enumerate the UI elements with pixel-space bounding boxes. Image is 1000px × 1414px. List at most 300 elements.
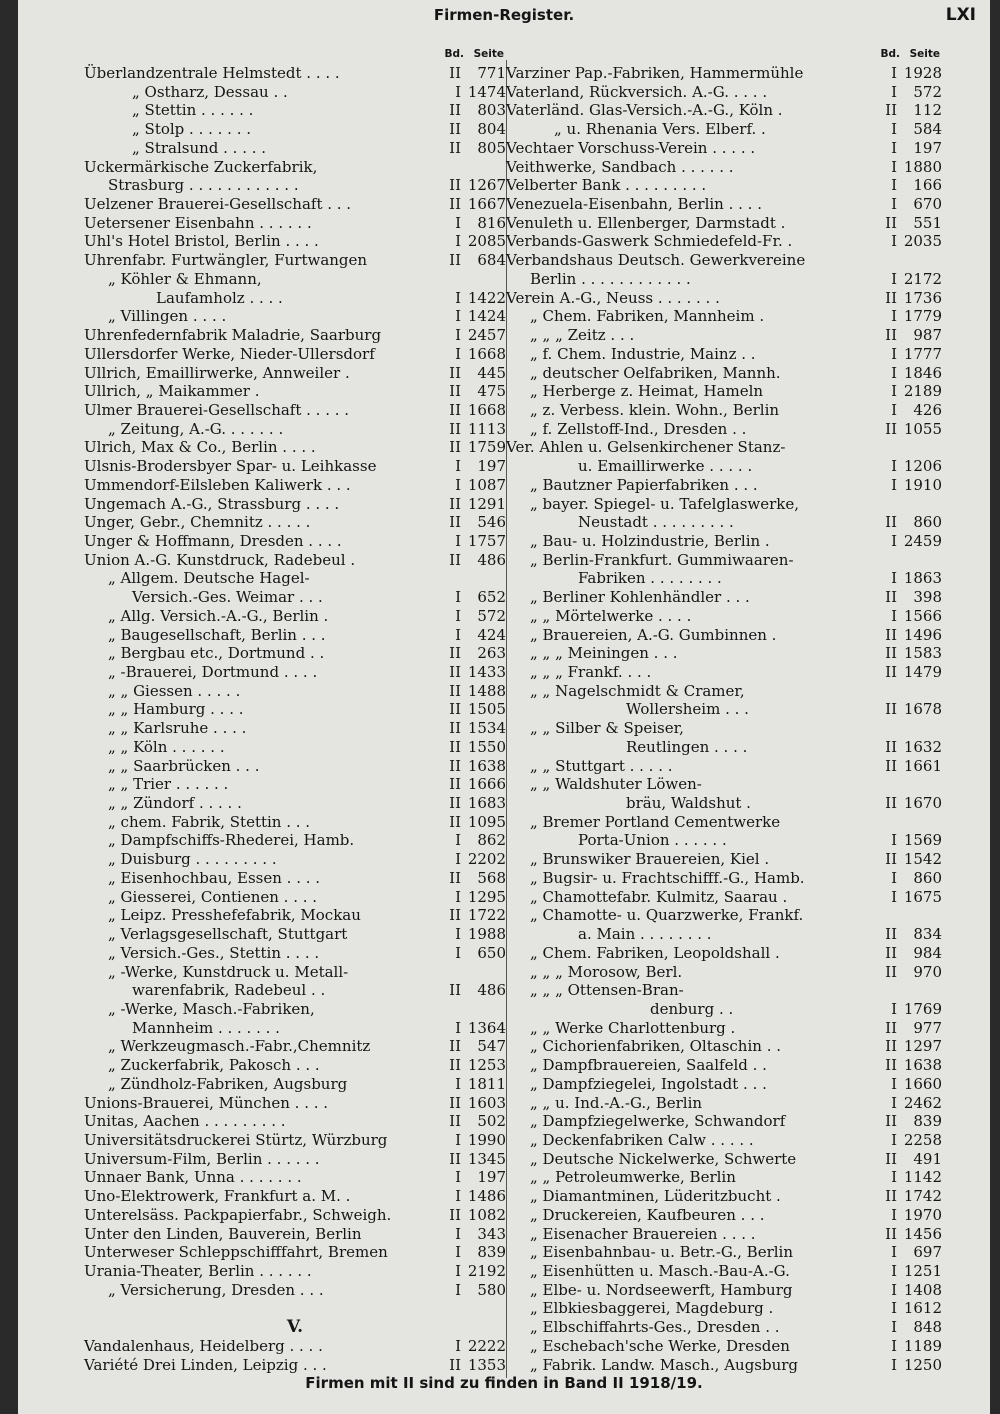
- company-name: Vaterland, Rückversich. A.-G. . . . .: [506, 82, 768, 101]
- company-name: „ Eisenacher Brauereien . . . .: [530, 1224, 756, 1243]
- register-entry: [506, 101, 942, 120]
- company-name: „ „ Waldshuter Löwen-: [530, 775, 702, 794]
- register-entry: [84, 682, 506, 701]
- volume-number: II: [885, 737, 897, 756]
- page-reference: 572: [913, 82, 942, 101]
- page-reference: 860: [913, 868, 942, 887]
- page-reference: 1779: [903, 307, 942, 326]
- company-name: Verein A.-G., Neuss . . . . . . .: [506, 288, 720, 307]
- volume-number: I: [891, 400, 897, 419]
- company-name: Unterelsäss. Packpapierfabr., Schweigh.: [84, 1205, 392, 1224]
- register-entry: [506, 1318, 942, 1337]
- company-name: „ Brauereien, A.-G. Gumbinnen .: [530, 625, 777, 644]
- page-reference: 1675: [903, 887, 942, 906]
- company-name: „ Eschebach'sche Werke, Dresden: [530, 1336, 790, 1355]
- company-name: „ Stralsund . . . . .: [132, 138, 267, 157]
- page-reference: 1569: [903, 831, 942, 850]
- volume-number: I: [455, 82, 461, 101]
- page-reference: 2459: [903, 531, 942, 550]
- volume-number: II: [449, 906, 461, 925]
- volume-number: II: [885, 625, 897, 644]
- company-name: Variété Drei Linden, Leipzig . . .: [84, 1355, 327, 1374]
- company-name: „ Werkzeugmasch.-Fabr.,Chemnitz: [108, 1037, 371, 1056]
- company-name: Ulmer Brauerei-Gesellschaft . . . . .: [84, 400, 350, 419]
- register-entry: [506, 1356, 942, 1375]
- company-name: „ Eisenhütten u. Masch.-Bau-A.-G.: [530, 1262, 790, 1280]
- register-entry: [84, 1225, 506, 1244]
- register-entry: [506, 1000, 942, 1019]
- volume-number: I: [891, 868, 897, 887]
- page-reference: 1082: [467, 1205, 506, 1224]
- company-name: „ Brunswiker Brauereien, Kiel .: [530, 850, 770, 869]
- company-name: „ Ostharz, Dessau . .: [132, 82, 288, 101]
- volume-number: I: [891, 1243, 897, 1262]
- volume-number: I: [455, 850, 461, 869]
- volume-number: II: [885, 1112, 897, 1131]
- page-reference: 1612: [903, 1299, 942, 1318]
- register-entry: [506, 476, 942, 495]
- volume-number: II: [449, 663, 461, 681]
- company-name: „ Chamotte- u. Quarzwerke, Frankf.: [530, 906, 804, 925]
- register-entry: [84, 1056, 506, 1075]
- register-page: [18, 0, 990, 1414]
- volume-number: I: [455, 1336, 461, 1355]
- page-reference: 1433: [467, 663, 506, 681]
- volume-number: I: [891, 363, 897, 382]
- volume-number: I: [455, 457, 461, 476]
- register-entry: [506, 513, 942, 532]
- register-entry: [506, 1187, 942, 1206]
- company-name: „ u. Rhenania Vers. Elberf. .: [554, 120, 766, 139]
- page-reference: 697: [913, 1243, 942, 1262]
- company-name: „ Eisenhochbau, Essen . . . .: [108, 868, 321, 887]
- company-name: „ Dampfziegelei, Ingolstadt . . .: [530, 1074, 767, 1093]
- company-name: Uhrenfabr. Furtwängler, Furtwangen: [84, 251, 368, 270]
- company-name: Vandalenhaus, Heidelberg . . . .: [84, 1336, 323, 1355]
- page-reference: 1638: [903, 1056, 942, 1075]
- volume-number: II: [885, 925, 897, 944]
- page-reference: 1667: [467, 195, 506, 214]
- page-reference: 1683: [467, 794, 506, 813]
- register-entry: [506, 1337, 942, 1356]
- page-reference: 1583: [903, 644, 942, 663]
- page-reference: 568: [477, 868, 506, 887]
- page-reference: 771: [477, 64, 506, 82]
- page-reference: 486: [477, 550, 506, 569]
- register-entry: [84, 270, 506, 289]
- page-reference: 1550: [467, 737, 506, 756]
- company-name: „ Bau- u. Holzindustrie, Berlin .: [530, 531, 770, 550]
- volume-number: II: [449, 251, 461, 270]
- page-reference: 1479: [903, 663, 942, 681]
- company-name: „ Berlin-Frankfurt. Gummiwaaren-: [530, 550, 794, 569]
- company-name: Ullrich, „ Maikammer .: [84, 382, 260, 401]
- register-entry: [506, 401, 942, 420]
- register-entry: [84, 719, 506, 738]
- page-reference: 398: [913, 588, 942, 607]
- register-entry: [84, 1168, 506, 1187]
- volume-number: II: [885, 1018, 897, 1037]
- volume-number: I: [891, 1205, 897, 1224]
- page-reference: 2172: [903, 269, 942, 288]
- register-entry: [506, 420, 942, 439]
- page-reference: 1486: [467, 1187, 506, 1206]
- volume-number: II: [449, 138, 461, 157]
- register-entry: [506, 1094, 942, 1113]
- company-name: „ „ Giessen . . . . .: [108, 681, 241, 700]
- right-column: [506, 46, 942, 1374]
- volume-number: II: [885, 326, 897, 345]
- register-entry: [506, 532, 942, 551]
- register-entry: [84, 738, 506, 757]
- register-entry: [506, 270, 942, 289]
- company-name: „ bayer. Spiegel- u. Tafelglaswerke,: [530, 494, 800, 513]
- company-name: „ deutscher Oelfabriken, Mannh.: [530, 363, 781, 382]
- register-entry: [506, 850, 942, 869]
- company-name: „ „ Saarbrücken . . .: [108, 756, 260, 775]
- page-reference: 475: [477, 382, 506, 401]
- page-reference: 1087: [467, 475, 506, 494]
- register-entry: [506, 251, 942, 270]
- volume-number: II: [885, 213, 897, 232]
- page-reference: 502: [477, 1112, 506, 1131]
- volume-number: II: [449, 1112, 461, 1131]
- register-entry: [506, 1299, 942, 1318]
- volume-number: I: [455, 307, 461, 326]
- page-reference: 1505: [467, 700, 506, 719]
- volume-number: II: [449, 737, 461, 756]
- page-reference: 2258: [903, 1130, 942, 1149]
- volume-number: I: [455, 1187, 461, 1206]
- register-entry: [84, 214, 506, 233]
- volume-number: II: [885, 101, 897, 120]
- company-name: „ Druckereien, Kaufbeuren . . .: [530, 1205, 765, 1224]
- register-entry: [84, 195, 506, 214]
- volume-number: II: [449, 120, 461, 139]
- volume-number: II: [885, 700, 897, 719]
- volume-number: I: [455, 606, 461, 625]
- page-reference: 1660: [903, 1074, 942, 1093]
- register-entry: [84, 532, 506, 551]
- page-reference: 1424: [467, 307, 506, 326]
- volume-number: I: [891, 1130, 897, 1149]
- company-name: „ „ Nagelschmidt & Cramer,: [530, 681, 745, 700]
- volume-number: II: [449, 550, 461, 569]
- company-name: bräu, Waldshut .: [626, 794, 751, 813]
- company-name: „ „ „ Ottensen-Bran-: [530, 981, 684, 1000]
- company-name: Uetersener Eisenbahn . . . . . .: [84, 213, 312, 232]
- page-reference: 1880: [903, 157, 942, 176]
- company-name: „ Dampfziegelwerke, Schwandorf: [530, 1112, 786, 1131]
- register-entry: [84, 831, 506, 850]
- register-entry: [506, 588, 942, 607]
- company-name: Versich.-Ges. Weimar . . .: [132, 588, 323, 607]
- volume-number: II: [449, 981, 461, 1000]
- page-reference: 1095: [467, 812, 506, 831]
- register-entry: [506, 1131, 942, 1150]
- register-entry: [84, 569, 506, 588]
- register-entry: [506, 1150, 942, 1169]
- left-column: [84, 46, 506, 1374]
- register-entry: [506, 551, 942, 570]
- register-entry: [84, 551, 506, 570]
- company-name: „ Giesserei, Contienen . . . .: [108, 887, 318, 906]
- page-reference: 1603: [467, 1093, 506, 1112]
- page-reference: 1777: [903, 344, 942, 363]
- page-reference: 803: [477, 101, 506, 120]
- register-entry: [84, 1299, 506, 1318]
- page-reference: 197: [913, 138, 942, 157]
- company-name: Ungemach A.-G., Strassburg . . . .: [84, 494, 340, 513]
- register-entry: [84, 1243, 506, 1262]
- company-name: Uhrenfedernfabrik Maladrie, Saarburg: [84, 326, 382, 345]
- company-name: „ Zeitung, A.-G. . . . . . .: [108, 419, 284, 438]
- register-entry: [506, 232, 942, 251]
- volume-number: II: [449, 794, 461, 813]
- volume-number: I: [891, 1336, 897, 1355]
- page-reference: 197: [477, 1168, 506, 1187]
- volume-number: II: [449, 419, 461, 438]
- company-name: „ „ Mörtelwerke . . . .: [530, 606, 692, 625]
- company-name: „ -Brauerei, Dortmund . . . .: [108, 663, 318, 681]
- page-reference: 2035: [903, 232, 942, 251]
- register-entry: [84, 495, 506, 514]
- page-heading: Seite: [473, 48, 504, 60]
- volume-number: II: [449, 400, 461, 419]
- volume-number: II: [885, 513, 897, 532]
- register-entry: [506, 813, 942, 832]
- company-name: „ Zuckerfabrik, Pakosch . . .: [108, 1056, 320, 1075]
- company-name: „ „ „ Morosow, Berl.: [530, 962, 683, 981]
- page-reference: 547: [477, 1037, 506, 1056]
- company-name: Universitätsdruckerei Stürtz, Würzburg: [84, 1130, 388, 1149]
- volume-number: II: [885, 644, 897, 663]
- page-reference: 1542: [903, 850, 942, 869]
- company-name: „ Zündholz-Fabriken, Augsburg: [108, 1074, 348, 1093]
- volume-number: II: [449, 1056, 461, 1075]
- volume-number: I: [891, 831, 897, 850]
- company-name: „ Bremer Portland Cementwerke: [530, 812, 781, 831]
- register-entry: [84, 1037, 506, 1056]
- page-footer: Firmen mit II sind zu finden in Band II 1918/19.: [305, 1374, 703, 1392]
- register-entry: [84, 326, 506, 345]
- company-name: „ „ Silber & Speiser,: [530, 719, 684, 738]
- page-reference: 2189: [903, 382, 942, 401]
- register-entry: [84, 963, 506, 982]
- register-entry: [84, 700, 506, 719]
- company-name: Union A.-G. Kunstdruck, Radebeul .: [84, 550, 356, 569]
- page-reference: 1769: [903, 999, 942, 1018]
- company-name: u. Emaillirwerke . . . . .: [578, 457, 753, 476]
- page-reference: 343: [477, 1224, 506, 1243]
- register-entry: [84, 232, 506, 251]
- company-name: „ Allgem. Deutsche Hagel-: [108, 569, 310, 588]
- left-entry-list: [84, 64, 506, 1374]
- register-entry: [84, 1262, 506, 1281]
- register-entry: [506, 888, 942, 907]
- page-reference: 486: [477, 981, 506, 1000]
- register-entry: [84, 1094, 506, 1113]
- company-name: „ „ Hamburg . . . .: [108, 700, 244, 719]
- register-entry: [506, 195, 942, 214]
- page-reference: 584: [913, 120, 942, 139]
- register-entry: [506, 663, 942, 682]
- company-name: „ Elbschiffahrts-Ges., Dresden . .: [530, 1318, 780, 1337]
- company-name: „ „ u. Ind.-A.-G., Berlin: [530, 1093, 703, 1112]
- page-reference: 652: [477, 588, 506, 607]
- company-name: „ Chem. Fabriken, Leopoldshall .: [530, 943, 780, 962]
- company-name: „ Eisenbahnbau- u. Betr.-G., Berlin: [530, 1243, 793, 1262]
- volume-number: II: [449, 868, 461, 887]
- register-entry: [84, 438, 506, 457]
- volume-number: I: [891, 1355, 897, 1374]
- register-entry: [84, 139, 506, 158]
- page-reference: 1496: [903, 625, 942, 644]
- register-entry: [84, 101, 506, 120]
- volume-number: II: [449, 176, 461, 195]
- left-column-header: [84, 46, 506, 64]
- register-entry: [84, 1000, 506, 1019]
- volume-number: I: [891, 120, 897, 139]
- register-entry: [506, 963, 942, 982]
- volume-number: I: [891, 1318, 897, 1337]
- company-name: „ Versicherung, Dresden . . .: [108, 1280, 324, 1299]
- page-reference: 1295: [467, 887, 506, 906]
- volume-number: I: [891, 269, 897, 288]
- page-reference: 1722: [467, 906, 506, 925]
- page-reference: 1345: [467, 1149, 506, 1168]
- volume-number: I: [891, 1074, 897, 1093]
- register-entry: [506, 495, 942, 514]
- volume-number: I: [891, 1262, 897, 1280]
- register-entry: [506, 569, 942, 588]
- register-entry: [506, 139, 942, 158]
- page-reference: 650: [477, 943, 506, 962]
- register-entry: [84, 1112, 506, 1131]
- volume-number: II: [449, 644, 461, 663]
- page-reference: 1291: [467, 494, 506, 513]
- volume-number: II: [885, 794, 897, 813]
- page-reference: 1566: [903, 606, 942, 625]
- register-entry: [84, 775, 506, 794]
- register-entry: [506, 214, 942, 233]
- company-name: „ „ Stuttgart . . . . .: [530, 756, 673, 775]
- page-reference: 1364: [467, 1018, 506, 1037]
- page-reference: 862: [477, 831, 506, 850]
- page-reference: 197: [477, 457, 506, 476]
- section-letter: [84, 1318, 506, 1337]
- volume-number: I: [891, 382, 897, 401]
- volume-number: I: [455, 1280, 461, 1299]
- volume-number: I: [891, 457, 897, 476]
- page-reference: 263: [477, 644, 506, 663]
- register-entry: [506, 1225, 942, 1244]
- page-reference: 839: [913, 1112, 942, 1131]
- register-entry: [84, 626, 506, 645]
- volume-number: I: [455, 1224, 461, 1243]
- company-name: „ „ „ Frankf. . . .: [530, 663, 652, 681]
- volume-number: I: [891, 82, 897, 101]
- register-entry: [506, 869, 942, 888]
- company-name: Vaterländ. Glas-Versich.-A.-G., Köln .: [506, 101, 783, 120]
- volume-number: I: [891, 999, 897, 1018]
- company-name: „ Dampfbrauereien, Saalfeld . .: [530, 1056, 767, 1075]
- company-name: „ Verlagsgesellschaft, Stuttgart: [108, 925, 348, 944]
- page-reference: 684: [477, 251, 506, 270]
- page-reference: 1661: [903, 756, 942, 775]
- page-number: LXI: [945, 5, 976, 25]
- register-entry: [84, 307, 506, 326]
- company-name: „ „ Petroleumwerke, Berlin: [530, 1168, 736, 1187]
- register-entry: [84, 644, 506, 663]
- page-reference: 977: [913, 1018, 942, 1037]
- page-reference: 816: [477, 213, 506, 232]
- register-entry: [84, 364, 506, 383]
- page-reference: 2202: [467, 850, 506, 869]
- company-name: „ Bugsir- u. Frachtschifff.-G., Hamb.: [530, 868, 805, 887]
- page-header: [18, 3, 990, 29]
- register-entry: [506, 644, 942, 663]
- page-reference: 1113: [467, 419, 506, 438]
- volume-number: I: [891, 64, 897, 82]
- register-entry: [506, 700, 942, 719]
- register-entry: [506, 1281, 942, 1300]
- volume-number: II: [449, 812, 461, 831]
- volume-number: I: [891, 138, 897, 157]
- page-reference: 551: [913, 213, 942, 232]
- company-name: „ Bautzner Papierfabriken . . .: [530, 475, 758, 494]
- volume-number: II: [449, 64, 461, 82]
- company-name: denburg . .: [650, 999, 734, 1018]
- volume-number: II: [449, 1093, 461, 1112]
- page-reference: 1846: [903, 363, 942, 382]
- company-name: „ Dampfschiffs-Rhederei, Hamb.: [108, 831, 355, 850]
- page-reference: 1474: [467, 82, 506, 101]
- page-reference: 1757: [467, 531, 506, 550]
- page-reference: 580: [477, 1280, 506, 1299]
- company-name: Neustadt . . . . . . . . .: [578, 513, 734, 532]
- company-name: Fabriken . . . . . . . .: [578, 569, 722, 588]
- volume-number: I: [455, 1243, 461, 1262]
- company-name: Venezuela-Eisenbahn, Berlin . . . .: [506, 195, 762, 214]
- company-name: Unger & Hoffmann, Dresden . . . .: [84, 531, 342, 550]
- company-name: „ Elbkiesbaggerei, Magdeburg .: [530, 1299, 774, 1318]
- volume-number: I: [455, 925, 461, 944]
- company-name: Unitas, Aachen . . . . . . . . .: [84, 1112, 286, 1131]
- right-column-header: [506, 46, 942, 64]
- page-reference: 1456: [903, 1224, 942, 1243]
- register-entry: [84, 345, 506, 364]
- volume-number: I: [455, 344, 461, 363]
- volume-number: II: [449, 719, 461, 738]
- volume-number: I: [455, 943, 461, 962]
- volume-number: I: [455, 1168, 461, 1187]
- company-name: Uno-Elektrowerk, Frankfurt a. M. .: [84, 1187, 351, 1206]
- volume-number: I: [455, 588, 461, 607]
- volume-number: I: [455, 1130, 461, 1149]
- register-entry: [506, 1206, 942, 1225]
- volume-number: II: [885, 962, 897, 981]
- register-entry: [506, 382, 942, 401]
- company-name: „ f. Chem. Industrie, Mainz . .: [530, 344, 756, 363]
- register-entry: [506, 775, 942, 794]
- company-name: Uckermärkische Zuckerfabrik,: [84, 157, 318, 176]
- company-name: „ „ Zündorf . . . . .: [108, 794, 242, 813]
- page-reference: 1811: [467, 1074, 506, 1093]
- company-name: „ „ „ Meiningen . . .: [530, 644, 678, 663]
- page-reference: 1990: [467, 1130, 506, 1149]
- page-reference: 804: [477, 120, 506, 139]
